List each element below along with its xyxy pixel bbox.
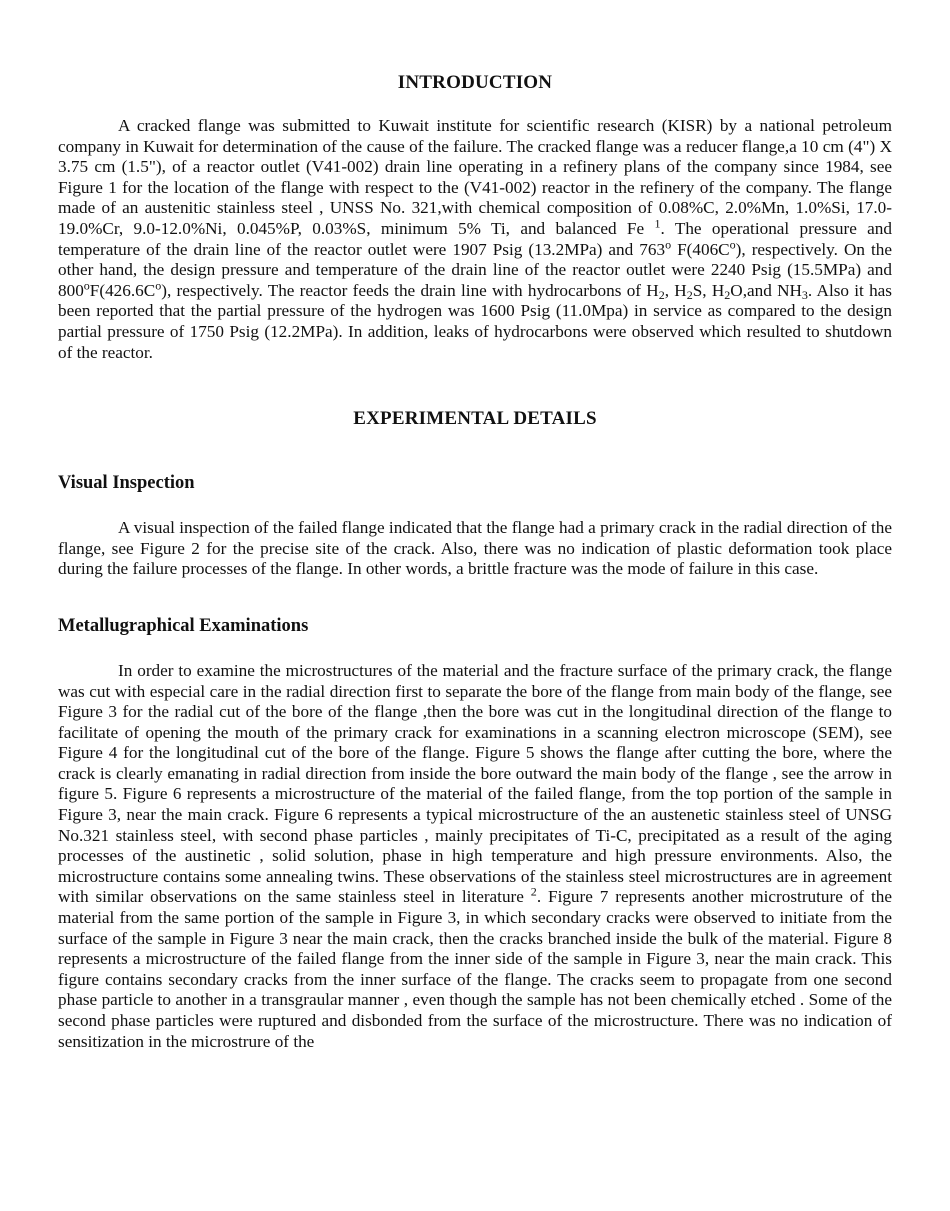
visual-inspection-paragraph: A visual inspection of the failed flange indicated that the flange had a primary crack in the radial direction of the flange, see Figure 2 for the precise site of the crack. Also, there was no indication of plastic deformation took place during the failure processes of the flange. In other words, a brittle fracture was the mode of failure in this case. [58, 518, 892, 579]
subscript: 2 [658, 287, 665, 302]
metallography-text-1: In order to examine the microstructures of the material and the fracture surface of the primary crack, the flange was cut with especial care in the radial direction first to separate the bore of the flange from main body of the flange, see Figure 3 for the radial cut of the bore of the flange ,then the bore was cut in the longitudinal direction of the flange to facilitate of opening the mouth of the primary crack for examinations in a scanning electron microscope (SEM), see Figure 4 for the longitudinal cut of the bore of the flange. Figure 5 shows the flange after cutting the bore, where the crack is clearly emanating in radial direction from inside the bore outward the main body of the flange , see the arrow in figure 5. Figure 6 represents a microstructure of the material of the failed flange, from the top portion of the sample in Figure 3, near the main crack. Figure 6 represents a typical microstructure of the an austenetic stainless steel of UNSG No.321 stainless steel, with second phase particles , mainly precipitates of Ti-C, precipitated as a result of the aging processes of the austinetic , solid solution, phase in high temperature and high pressure environments. Also, the microstructure contains some annealing twins. These observations of the stainless steel microstructures are in agreement with similar observations on the same stainless steel in literature [58, 660, 892, 907]
introduction-paragraph [58, 116, 892, 363]
metallography-heading: Metallugraphical Examinations [58, 615, 309, 636]
intro-text-4: ), respectively. On the other hand, the design pressure and temperature of the drain line of the reactor outlet were 2240 Psig (15.5MPa) and 800 [58, 239, 892, 300]
intro-text-6: ), respectively. The reactor feeds the drain line with hydrocarbons of H [161, 280, 659, 300]
reference-1-superscript: 1 [654, 216, 661, 231]
degree-superscript: o [155, 278, 162, 293]
degree-superscript: o [729, 236, 736, 251]
subscript: 2 [686, 287, 693, 302]
visual-inspection-heading: Visual Inspection [58, 473, 195, 494]
reference-2-superscript: 2 [530, 884, 537, 899]
metallography-paragraph [58, 661, 892, 1052]
intro-text-2: . The operational pressure and temperature of the drain line of the reactor outlet were 1907 Psig (13.2MPa) and 763 [58, 218, 892, 259]
intro-text-1: A cracked flange was submitted to Kuwait institute for scientific research (KISR) by a national petroleum company in Kuwait for determination of the cause of the failure. The cracked flange was a reducer flange,a 10 cm (4") X 3.75 cm (1.5"), of a reactor outlet (V41-002) drain line operating in a refinery plans of the company since 1984, see Figure 1 for the location of the flange with respect to the (V41-002) reactor in the refinery of the company. The flange made of an austenitic stainless steel , UNSS No. 321,with chemical composition of 0.08%C, 2.0%Mn, 1.0%Si, 17.0-19.0%Cr, 9.0-12.0%Ni, 0.045%P, 0.03%S, minimum 5% Ti, and balanced Fe [58, 116, 892, 238]
introduction-heading: INTRODUCTION [397, 72, 553, 93]
subscript: 3 [801, 287, 808, 302]
degree-superscript: o [665, 236, 672, 251]
intro-text-10: . Also it has been reported that the partial pressure of the hydrogen was 1600 Psig (11.0Mpa) in service as compared to the design partial pressure of 1750 Psig (12.2MPa). In addition, leaks of hydrocarbons were observed which resulted to shutdown of the reactor. [58, 280, 893, 362]
intro-text-3: F(406C [671, 239, 730, 259]
intro-text-7: , H [664, 280, 687, 300]
degree-superscript: o [83, 278, 90, 293]
intro-text-9: O,and NH [730, 280, 802, 300]
intro-text-5: F(426.6C [89, 280, 156, 300]
intro-text-8: S, H [692, 280, 725, 300]
subscript: 2 [724, 287, 731, 302]
metallography-text-2: . Figure 7 represents another microstruture of the material from the same portion of the sample in Figure 3, in which secondary cracks were observed to initiate from the surface of the sample in Figure 3 near the main crack, then the cracks branched inside the bulk of the material. Figure 8 represents a microstructure of the failed flange from the inner side of the sample in Figure 3, near the main crack. This figure contains secondary cracks from the inner surface of the flange. The cracks seem to propagate from one second phase particle to another in a transgraular manner , even though the sample has not been chemically etched . Some of the second phase particles were ruptured and disbonded from the surface of the microstructure. There was no indication of sensitization in the microstrure of the [58, 887, 892, 1051]
experimental-details-heading: EXPERIMENTAL DETAILS [353, 408, 597, 430]
